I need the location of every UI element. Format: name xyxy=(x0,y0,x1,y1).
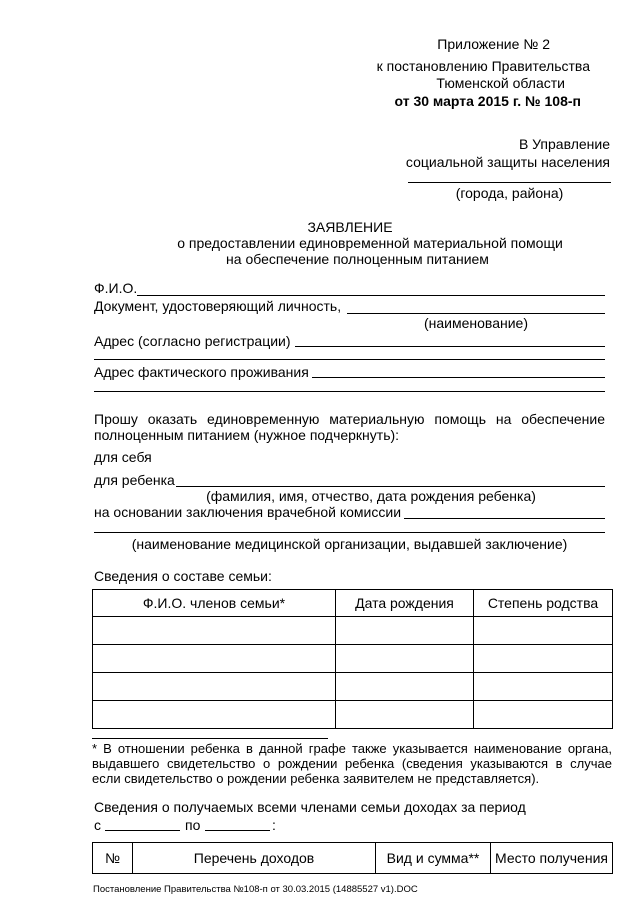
family-cell[interactable] xyxy=(336,673,474,701)
income-to-blank[interactable] xyxy=(205,830,270,831)
child-hint: (фамилия, имя, отчество, дата рождения ребенка) xyxy=(206,488,536,504)
basis-blank-line-2[interactable] xyxy=(94,532,605,533)
income-to-label: по xyxy=(185,817,201,833)
family-heading: Сведения о составе семьи: xyxy=(94,568,272,584)
family-col-fio: Ф.И.О. членов семьи* xyxy=(93,590,336,617)
for-self-option[interactable]: для себя xyxy=(94,449,152,465)
family-cell[interactable] xyxy=(474,701,613,729)
family-cell[interactable] xyxy=(93,645,336,673)
basis-label: на основании заключения врачебной комиссии xyxy=(94,504,402,520)
document-subtitle-2: на обеспечение полноценным питанием xyxy=(226,251,489,267)
footnote-separator xyxy=(92,738,328,739)
family-col-birth: Дата рождения xyxy=(336,590,474,617)
family-cell[interactable] xyxy=(474,617,613,645)
for-child-option[interactable]: для ребенка xyxy=(94,472,175,488)
reg-address-blank-line[interactable] xyxy=(295,346,605,347)
basis-blank-line[interactable] xyxy=(404,518,605,519)
family-cell[interactable] xyxy=(93,701,336,729)
family-cell[interactable] xyxy=(93,617,336,645)
table-row[interactable] xyxy=(93,645,613,673)
fio-blank-line[interactable] xyxy=(137,295,605,296)
income-col-list: Перечень доходов xyxy=(133,843,376,874)
income-from-label: с xyxy=(94,817,101,833)
family-cell[interactable] xyxy=(336,645,474,673)
actual-address-blank-line-2[interactable] xyxy=(94,391,605,392)
income-table xyxy=(92,842,613,874)
city-hint: (города, района) xyxy=(455,185,564,201)
document-label: Документ, удостоверяющий личность, xyxy=(94,298,342,314)
family-cell[interactable] xyxy=(336,617,474,645)
table-row[interactable] xyxy=(93,701,613,729)
income-col-type-amount: Вид и сумма** xyxy=(376,843,491,874)
fio-label: Ф.И.О. xyxy=(94,280,138,296)
footnote-text: * В отношении ребенка в данной графе также указывается наименование органа, выдавшего свидетельство о рождении ребенка (сведения указываются в случае если свидетельство о рождении ребенка заявителем не представляется). xyxy=(92,741,612,786)
page-footer: Постановление Правительства №108-п от 30.03.2015 (14885527 v1).DOC xyxy=(93,884,418,895)
document-title: ЗАЯВЛЕНИЕ xyxy=(307,219,393,235)
table-row[interactable] xyxy=(93,673,613,701)
resolution-label: к постановлению Правительства xyxy=(376,58,590,74)
income-col-place: Место получения xyxy=(491,843,613,874)
city-blank-line xyxy=(408,182,611,183)
appendix-label: Приложение № 2 xyxy=(437,36,550,52)
family-table xyxy=(92,589,613,729)
document-hint: (наименование) xyxy=(424,315,528,331)
addressee-line1: В Управление xyxy=(518,136,610,152)
request-text: Прошу оказать единовременную материальную помощь на обеспечение полноценным питанием (нужное подчеркнуть): xyxy=(94,411,605,443)
table-row[interactable] xyxy=(93,617,613,645)
addressee-line2: социальной защиты населения xyxy=(405,154,610,170)
region-label: Тюменской области xyxy=(436,75,565,91)
actual-address-blank-line[interactable] xyxy=(312,377,605,378)
income-col-number: № xyxy=(93,843,133,874)
family-cell[interactable] xyxy=(336,701,474,729)
reg-address-blank-line-2[interactable] xyxy=(94,359,605,360)
income-colon: : xyxy=(272,817,276,833)
family-cell[interactable] xyxy=(93,673,336,701)
reg-address-label: Адрес (согласно регистрации) xyxy=(94,333,291,349)
basis-hint: (наименование медицинской организации, выдавшей заключение) xyxy=(131,536,568,552)
family-cell[interactable] xyxy=(474,645,613,673)
document-blank-line[interactable] xyxy=(347,313,605,314)
document-subtitle-1: о предоставлении единовременной материальной помощи xyxy=(177,235,563,251)
family-cell[interactable] xyxy=(474,673,613,701)
income-heading: Сведения о получаемых всеми членами семьи доходах за период xyxy=(94,799,526,815)
child-blank-line[interactable] xyxy=(176,486,605,487)
income-from-blank[interactable] xyxy=(105,830,180,831)
resolution-date-number: от 30 марта 2015 г. № 108-п xyxy=(394,93,581,109)
actual-address-label: Адрес фактического проживания xyxy=(94,364,309,380)
family-col-relation: Степень родства xyxy=(474,590,613,617)
